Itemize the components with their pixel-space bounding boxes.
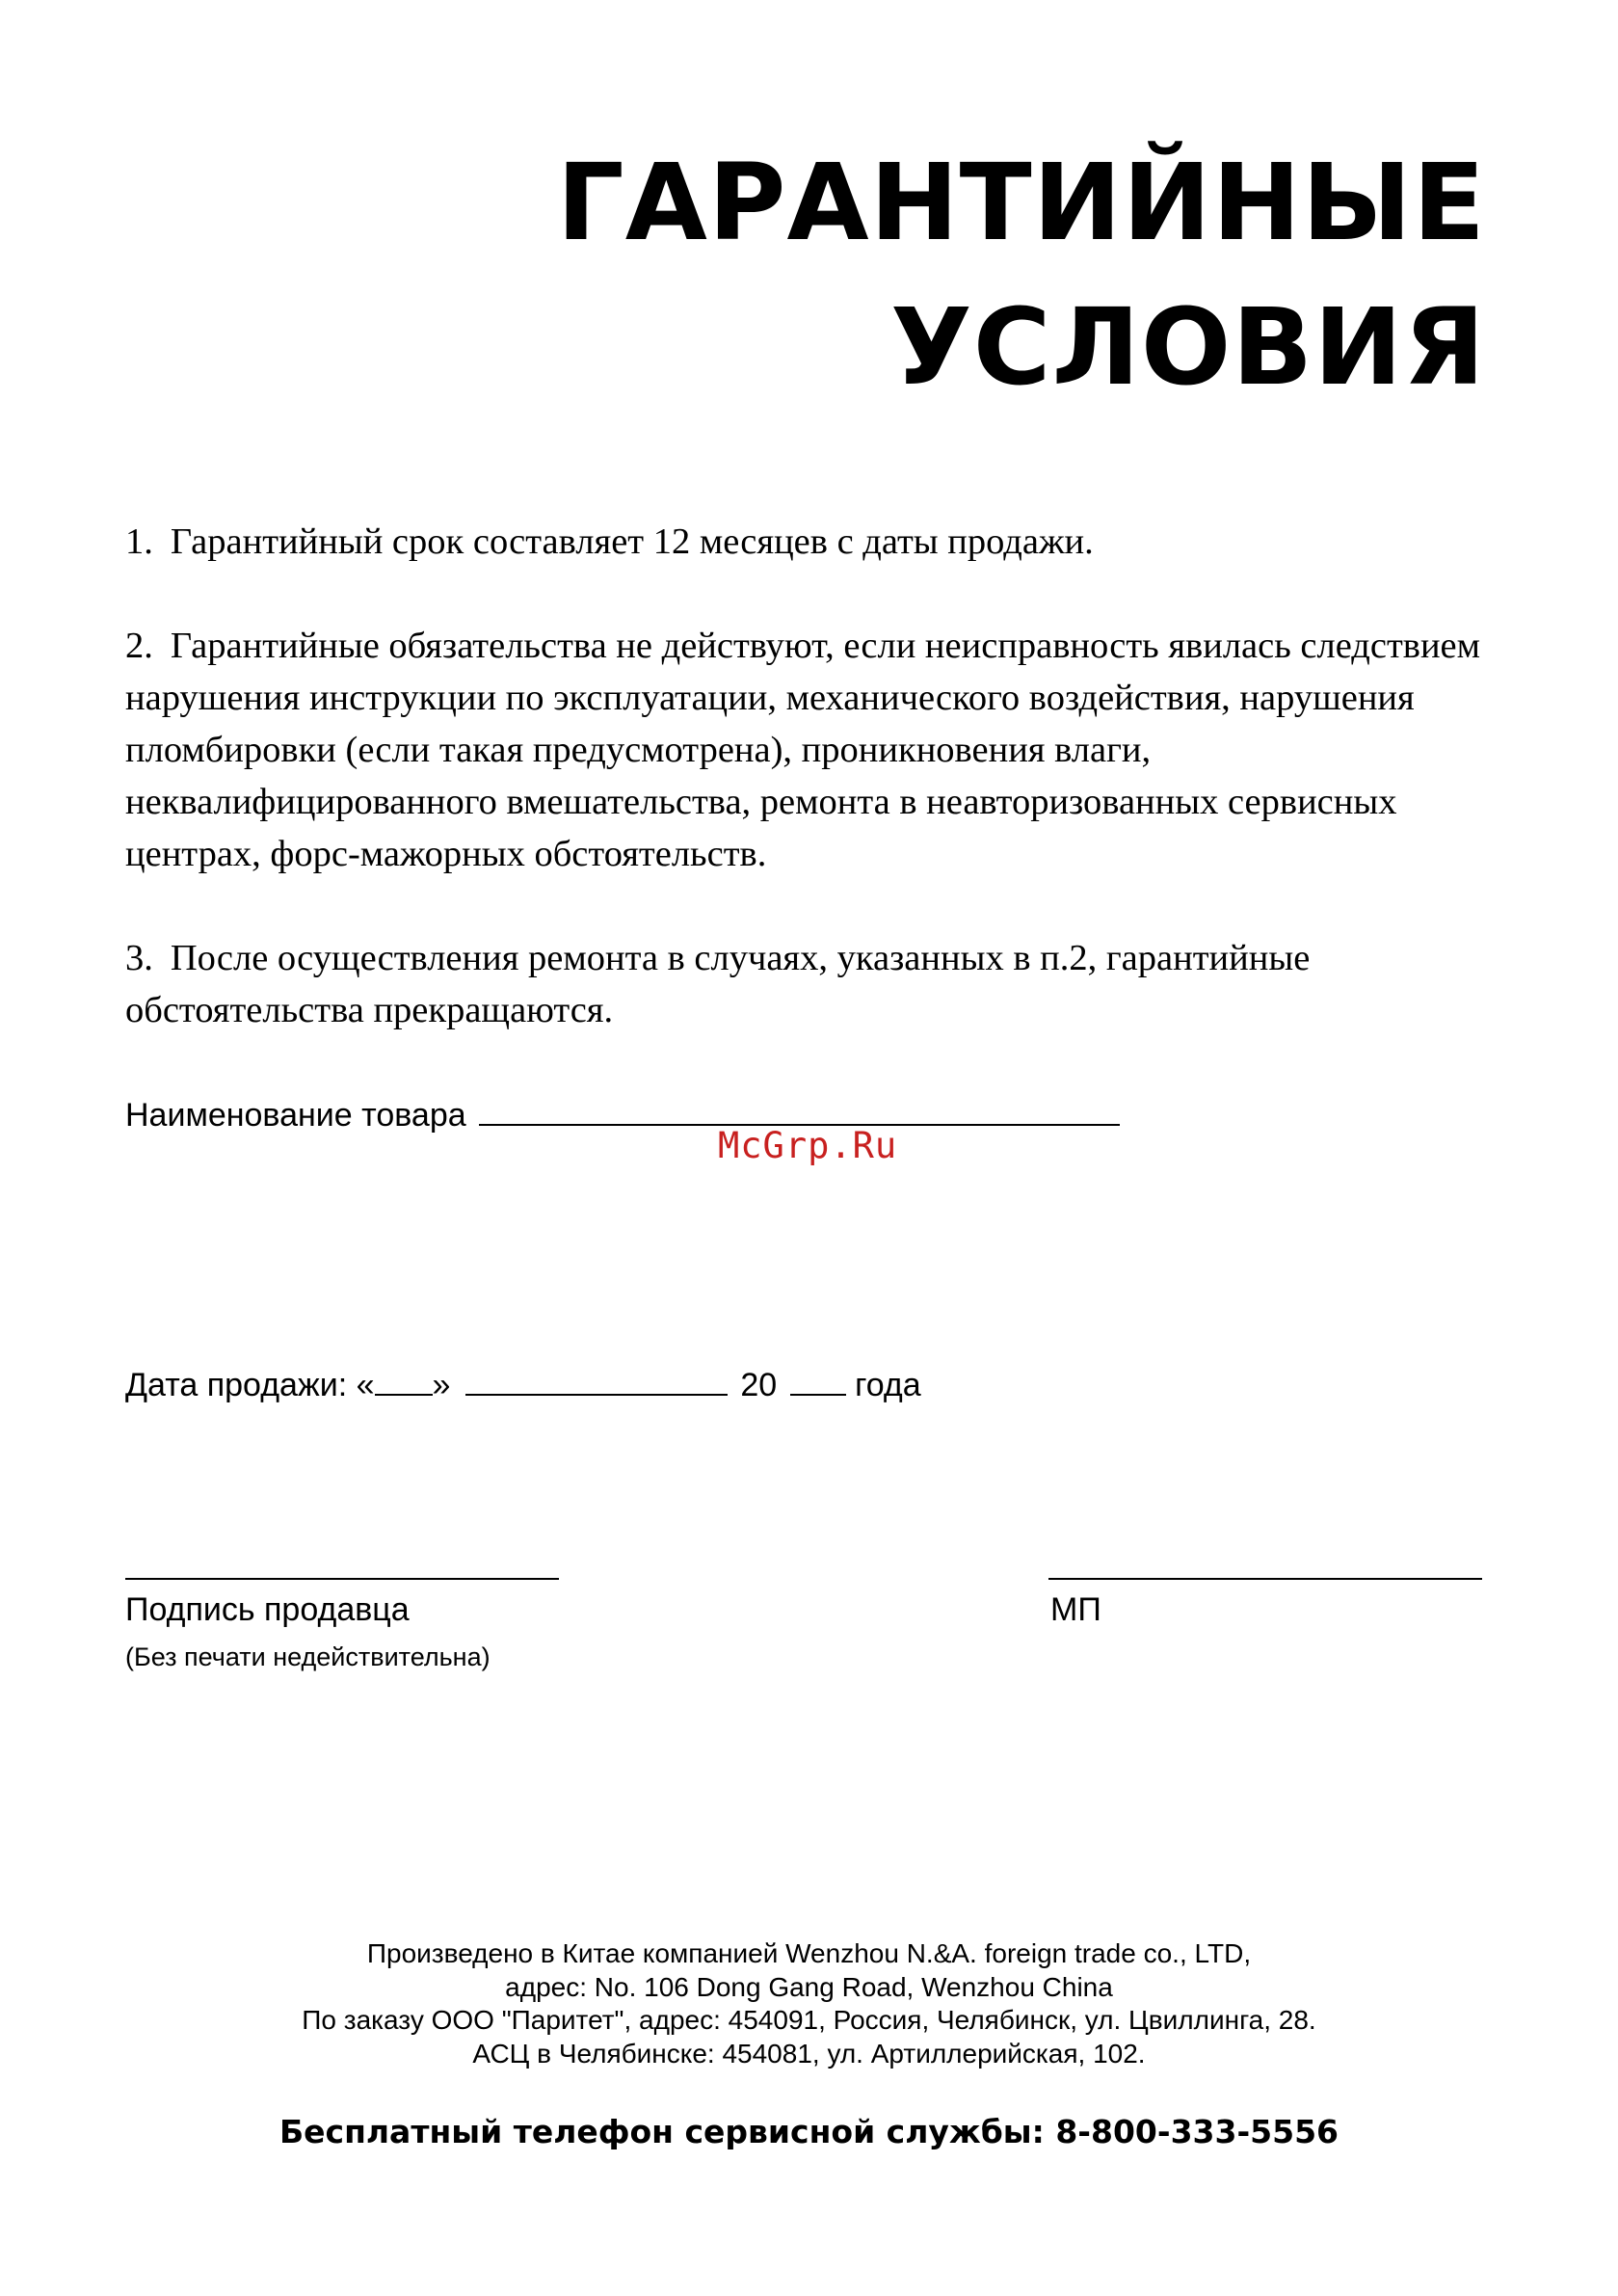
sale-date-label: Дата продажи: [125, 1367, 348, 1403]
manufacturer-info [0, 1937, 1618, 2070]
warranty-term-1 [125, 516, 1494, 568]
product-name-blank[interactable] [479, 1095, 1120, 1126]
title-line-2: УСЛОВИЯ [889, 285, 1486, 409]
service-hotline: Бесплатный телефон сервисной службы: 8-800-333-5556 [279, 2113, 1339, 2150]
service-center-line: АСЦ в Челябинске: 454081, ул. Артиллерийская, 102. [472, 2038, 1146, 2069]
sale-date-field [125, 1364, 921, 1406]
term-number: 3. [125, 938, 153, 978]
seller-signature-note: (Без печати недействительна) [125, 1642, 491, 1671]
seller-signature-line[interactable] [125, 1578, 559, 1580]
term-text: Гарантийные обязательства не действуют, если неисправность явилась следствием нарушения инструкции по эксплуатации, механического воздействия, нарушения пломбировки (если такая предусмотрена), проникновения влаги, неквалифицированного вмешательства, ремонта в неавторизованных сервисных центрах, форс-мажорных обстоятельств. [125, 626, 1481, 874]
watermark-text: McGrp.Ru [718, 1125, 898, 1166]
product-name-field [125, 1094, 1120, 1136]
warranty-term-2 [125, 620, 1494, 880]
title-line-1: ГАРАНТИЙНЫЕ [556, 141, 1486, 264]
warranty-terms-list [125, 516, 1494, 1088]
term-number: 1. [125, 521, 153, 562]
seller-signature-label: Подпись продавца [125, 1591, 410, 1628]
product-name-label: Наименование товара [125, 1097, 466, 1134]
manufacturer-address-line: адрес: No. 106 Dong Gang Road, Wenzhou China [505, 1971, 1113, 2002]
page-title [426, 130, 1486, 419]
manufacturer-line: Произведено в Китае компанией Wenzhou N.&A. foreign trade co., LTD, [366, 1938, 1252, 1968]
quote-open: « [356, 1367, 375, 1403]
term-text: После осуществления ремонта в случаях, указанных в п.2, гарантийные обстоятельства прекращаются. [125, 938, 1311, 1030]
term-number: 2. [125, 626, 153, 666]
sale-day-blank[interactable] [375, 1365, 433, 1396]
quote-close: » [432, 1367, 451, 1403]
stamp-label: МП [1050, 1591, 1101, 1628]
sale-month-blank[interactable] [465, 1365, 728, 1396]
term-text: Гарантийный срок составляет 12 месяцев с даты продажи. [170, 521, 1094, 562]
sale-year-prefix: 20 [740, 1367, 778, 1403]
customer-address-line: По заказу ООО "Паритет", адрес: 454091, Россия, Челябинск, ул. Цвиллинга, 28. [302, 2005, 1316, 2035]
warranty-term-3 [125, 932, 1494, 1036]
stamp-line[interactable] [1048, 1578, 1482, 1580]
sale-year-blank[interactable] [790, 1365, 846, 1396]
sale-year-suffix: года [855, 1367, 921, 1403]
